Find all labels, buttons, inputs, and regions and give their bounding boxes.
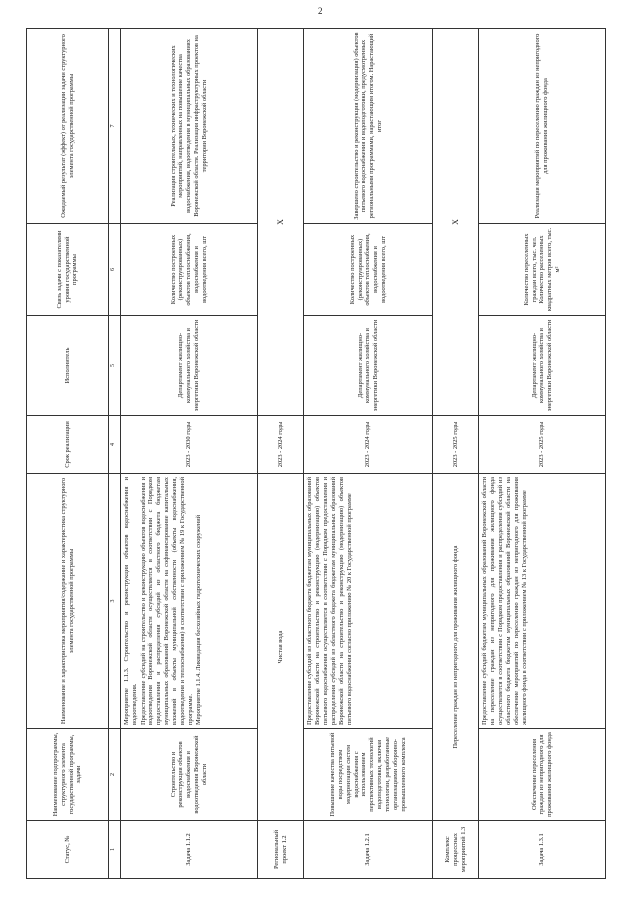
col-number: 6	[109, 224, 121, 316]
row-status: Задача 1.2.1	[304, 821, 433, 879]
header-status: Статус, №	[27, 821, 109, 879]
row-status: Задача 1.1.2	[121, 821, 258, 879]
measure-title: Мероприятие 1.1.4. Ликвидация бесхозяйных гидротехнических сооружений	[195, 514, 203, 725]
table-row	[304, 29, 433, 879]
row-result: Реализация строительных, технических и технологических мероприятий, направленных на повышение качества водоснабжения, водоотведения в муниципальных образованиях Воронежской области. Реализация инфраструктурных проектов на территории Воронежской области	[121, 29, 258, 224]
row-description: Чистая вода	[258, 474, 304, 821]
col-number: 1	[109, 821, 121, 879]
col-number: 5	[109, 316, 121, 416]
header-link: Связь задачи с показателями уровня государственной программы	[27, 224, 109, 316]
row-period: 2023 - 2025 годы	[433, 416, 479, 474]
header-executor: Исполнитель	[27, 316, 109, 416]
program-table	[26, 28, 606, 879]
table-row	[121, 29, 258, 879]
program-table-container	[26, 29, 606, 879]
row-link: Количество построенных (реконструированных) объектов теплоснабжения, водоснабжения и водоотведения всего, шт	[121, 224, 258, 316]
row-period: 2023 - 2025 годы	[479, 416, 606, 474]
row-executor: Департамент жилищно-коммунального хозяйства и энергетики Воронежской области	[304, 316, 433, 416]
measure-text: Предоставление субсидий на строительство и реконструкцию объектов водоснабжения и водоотведения Воронежской области осуществляется в соответствии с Порядком предоставления и распределения субсидий из областного бюджета бюджетам муниципальных образований Воронежской области на софинансирование капитальных вложений в объекты муниципальной собственности (объекты водоснабжения, водоотведения и теплоснабжения) в соответствии с приложением № 19 к Государственной программе.	[139, 477, 194, 725]
row-result: Завершено строительство и реконструкция (модернизация) объектов питьевого водоснабжения и водоподготовки, предусмотренных региональными программами, нарастающим итогом. Нарастающий итог	[304, 29, 433, 224]
row-name: Строительство и реконструкция объектов водоснабжения и водоотведения Воронежской области	[121, 729, 258, 821]
row-executor: Департамент жилищно-коммунального хозяйства и энергетики Воронежской области	[479, 316, 606, 416]
row-name: Повышение качества питьевой воды посредством модернизации систем водоснабжения с использованием перспективных технологий водоподготовки, включая технологии, разработанные организациями оборонно-промышленного комплекса	[304, 729, 433, 821]
measure-title: Мероприятие 1.1.3. Строительство и реконструкция объектов водоснабжения и водоотведения.	[123, 477, 138, 725]
row-description: Предоставление субсидий из областного бюджета бюджетам муниципальных образований Воронежской области на строительство и реконструкцию (модернизацию) объектов питьевого водоснабжения осуществляется в соответствии с Порядком предоставления и распределения субсидий из областного бюджета бюджетам муниципальных образований Воронежской области на строительство и реконструкцию (модернизацию) объектов питьевого водоснабжения согласно приложению № 20 к Государственной программе	[304, 474, 433, 729]
row-status: Задача 1.3.1	[479, 821, 606, 879]
row-name: Обеспечение переселения граждан из непригодного для проживания жилищного фонда	[479, 729, 606, 821]
row-x-mark: Х	[258, 29, 304, 416]
col-number: 4	[109, 416, 121, 474]
table-row	[258, 29, 304, 879]
header-name: Наименование подпрограммы, структурного элемента государственной программы, задачи	[27, 729, 109, 821]
table-row	[433, 29, 479, 879]
row-period: 2023 - 2030 годы	[121, 416, 258, 474]
row-description	[121, 474, 258, 729]
col-number: 7	[109, 29, 121, 224]
row-period: 2023 - 2024 годы	[258, 416, 304, 474]
header-result: Ожидаемый результат (эффект) от реализации задачи структурного элемента государственной программы	[27, 29, 109, 224]
row-link: Количество переселенных граждан всего, тыс. чел. Количество расселенных квадратных метров всего, тыс. м²	[479, 224, 606, 316]
col-number: 2	[109, 729, 121, 821]
column-number-row	[109, 29, 121, 879]
row-status: Комплекс процессных мероприятий 1.3	[433, 821, 479, 879]
row-description: Переселение граждан из непригодного для проживания жилищного фонда	[433, 474, 479, 821]
row-result: Реализация мероприятий по переселению граждан из непригодного для проживания жилищного фонда	[479, 29, 606, 224]
row-x-mark: Х	[433, 29, 479, 416]
row-link: Количество построенных (реконструированных) объектов теплоснабжения, водоснабжения и водоотведения всего, шт	[304, 224, 433, 316]
header-description: Наименование и характеристика мероприятия/содержание и характеристика структурного элемента государственной программы	[27, 474, 109, 729]
row-period: 2023 - 2024 годы	[304, 416, 433, 474]
page-number: 2	[318, 6, 323, 16]
row-description: Предоставление субсидий бюджетам муниципальных образований Воронежской области на переселение граждан из непригодного для проживания жилищного фонда осуществляется в соответствии с Порядком предоставления и распределения субсидий из областного бюджета бюджетам муниципальных образований Воронежской области на обеспечение мероприятий по переселению граждан из непригодного для проживания жилищного фонда в соответствии с приложением № 13 к Государственной программе	[479, 474, 606, 729]
header-period: Срок реализации	[27, 416, 109, 474]
row-status: Региональный проект 1.2	[258, 821, 304, 879]
col-number: 3	[109, 474, 121, 729]
row-executor: Департамент жилищно-коммунального хозяйства и энергетики Воронежской области	[121, 316, 258, 416]
table-row	[479, 29, 606, 879]
